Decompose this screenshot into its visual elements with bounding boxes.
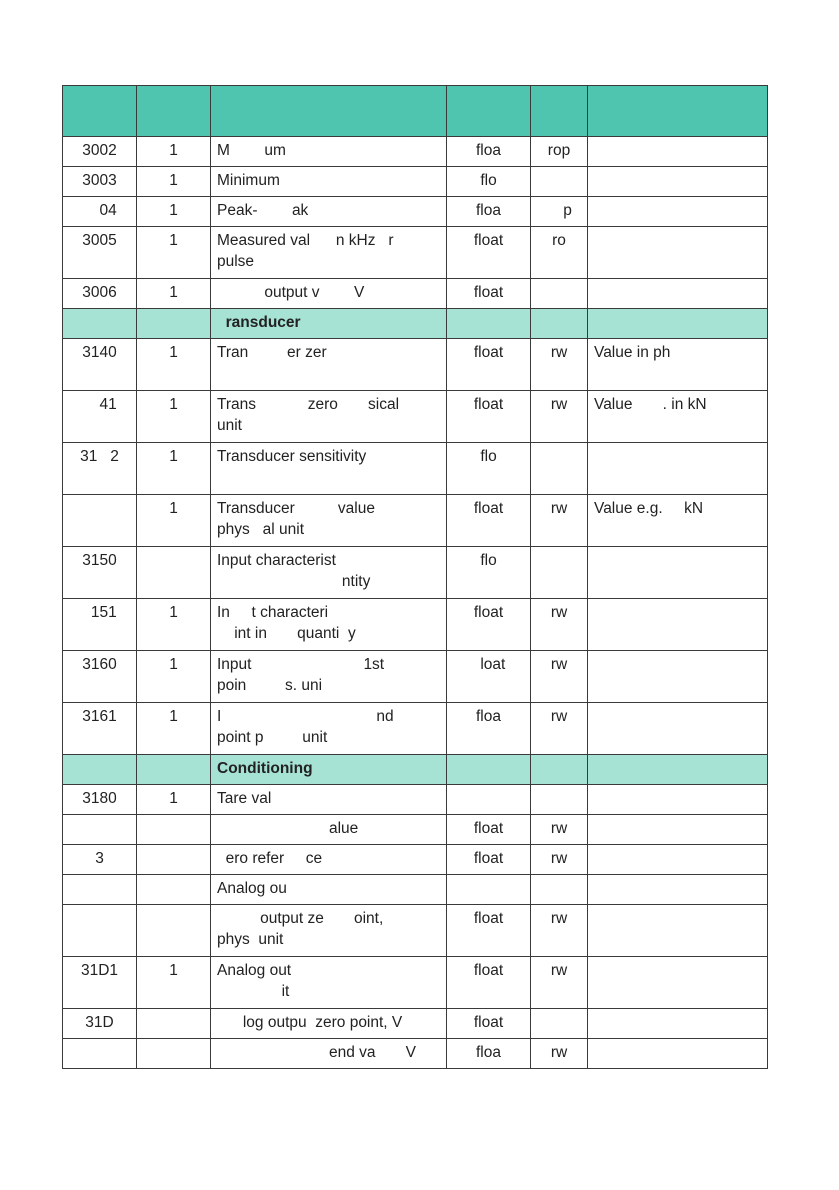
access-cell: rw <box>531 495 588 547</box>
subindex-cell: 1 <box>137 443 211 495</box>
index-cell: 31 2 <box>63 443 137 495</box>
subindex-cell <box>137 1039 211 1069</box>
name-cell: log outpu zero point, V <box>211 1009 447 1039</box>
type-cell: float <box>447 391 531 443</box>
table-row <box>63 339 768 391</box>
access-cell <box>531 547 588 599</box>
comment-cell: Value . in kN <box>588 391 768 443</box>
index-cell: 41 <box>63 391 137 443</box>
section-row <box>63 755 768 785</box>
comment-cell <box>588 279 768 309</box>
subindex-cell <box>137 875 211 905</box>
name-cell: Input characterist ntity <box>211 547 447 599</box>
comment-cell <box>588 137 768 167</box>
comment-cell <box>588 905 768 957</box>
header-cell-access <box>531 86 588 137</box>
name-cell: Input 1st poin s. uni <box>211 651 447 703</box>
access-cell: rop <box>531 137 588 167</box>
table-header-row <box>63 86 768 137</box>
index-cell: 3160 <box>63 651 137 703</box>
access-cell <box>531 755 588 785</box>
table-row <box>63 599 768 651</box>
name-cell: Analog ou <box>211 875 447 905</box>
index-cell: 31D <box>63 1009 137 1039</box>
type-cell: float <box>447 599 531 651</box>
subindex-cell: 1 <box>137 197 211 227</box>
comment-cell <box>588 309 768 339</box>
table-row <box>63 227 768 279</box>
index-cell: 3003 <box>63 167 137 197</box>
type-cell: flo <box>447 443 531 495</box>
type-cell: float <box>447 905 531 957</box>
table-row <box>63 785 768 815</box>
type-cell: float <box>447 495 531 547</box>
subindex-cell <box>137 815 211 845</box>
index-cell: 3006 <box>63 279 137 309</box>
index-cell <box>63 309 137 339</box>
access-cell: rw <box>531 339 588 391</box>
type-cell <box>447 875 531 905</box>
subindex-cell: 1 <box>137 651 211 703</box>
table-row <box>63 1039 768 1069</box>
table-row <box>63 905 768 957</box>
access-cell <box>531 443 588 495</box>
name-cell: Tran er zer <box>211 339 447 391</box>
comment-cell <box>588 845 768 875</box>
type-cell: floa <box>447 137 531 167</box>
access-cell: rw <box>531 1039 588 1069</box>
access-cell <box>531 1009 588 1039</box>
subindex-cell: 1 <box>137 785 211 815</box>
table-row <box>63 137 768 167</box>
index-cell: 31D1 <box>63 957 137 1009</box>
type-cell <box>447 785 531 815</box>
table-row <box>63 167 768 197</box>
subindex-cell: 1 <box>137 495 211 547</box>
comment-cell <box>588 651 768 703</box>
subindex-cell: 1 <box>137 703 211 755</box>
type-cell: float <box>447 339 531 391</box>
access-cell: rw <box>531 815 588 845</box>
table-row <box>63 845 768 875</box>
index-cell: 3002 <box>63 137 137 167</box>
comment-cell <box>588 1009 768 1039</box>
table-row <box>63 443 768 495</box>
index-cell <box>63 495 137 547</box>
access-cell <box>531 279 588 309</box>
comment-cell <box>588 599 768 651</box>
index-cell: 3150 <box>63 547 137 599</box>
name-cell: Analog out it <box>211 957 447 1009</box>
table-row <box>63 197 768 227</box>
type-cell: flo <box>447 167 531 197</box>
name-cell: In t characteri int in quanti y <box>211 599 447 651</box>
type-cell <box>447 755 531 785</box>
name-cell: ransducer <box>211 309 447 339</box>
comment-cell: Value e.g. kN <box>588 495 768 547</box>
access-cell: rw <box>531 957 588 1009</box>
access-cell: rw <box>531 905 588 957</box>
index-cell: 04 <box>63 197 137 227</box>
subindex-cell: 1 <box>137 599 211 651</box>
header-cell-type <box>447 86 531 137</box>
comment-cell <box>588 703 768 755</box>
subindex-cell: 1 <box>137 279 211 309</box>
index-cell <box>63 875 137 905</box>
section-row <box>63 309 768 339</box>
subindex-cell: 1 <box>137 167 211 197</box>
comment-cell <box>588 957 768 1009</box>
name-cell: Transducer sensitivity <box>211 443 447 495</box>
comment-cell <box>588 443 768 495</box>
table-row <box>63 703 768 755</box>
type-cell: float <box>447 227 531 279</box>
subindex-cell <box>137 547 211 599</box>
index-cell <box>63 905 137 957</box>
subindex-cell <box>137 905 211 957</box>
comment-cell <box>588 167 768 197</box>
table-row <box>63 815 768 845</box>
name-cell: I nd point p unit <box>211 703 447 755</box>
access-cell: ro <box>531 227 588 279</box>
name-cell: Tare val <box>211 785 447 815</box>
comment-cell: Value in ph <box>588 339 768 391</box>
type-cell: floa <box>447 703 531 755</box>
name-cell: Measured val n kHz r pulse <box>211 227 447 279</box>
name-cell: output v V <box>211 279 447 309</box>
name-cell: Trans zero sical unit <box>211 391 447 443</box>
type-cell: float <box>447 279 531 309</box>
index-cell <box>63 755 137 785</box>
table-row <box>63 279 768 309</box>
subindex-cell: 1 <box>137 957 211 1009</box>
comment-cell <box>588 227 768 279</box>
name-cell: Peak- ak <box>211 197 447 227</box>
name-cell: M um <box>211 137 447 167</box>
index-cell <box>63 815 137 845</box>
table-body <box>63 137 768 1069</box>
index-cell: 3 <box>63 845 137 875</box>
type-cell: float <box>447 1009 531 1039</box>
comment-cell <box>588 197 768 227</box>
subindex-cell: 1 <box>137 391 211 443</box>
subindex-cell: 1 <box>137 137 211 167</box>
comment-cell <box>588 875 768 905</box>
table-row <box>63 547 768 599</box>
header-cell-subindex <box>137 86 211 137</box>
table-row <box>63 957 768 1009</box>
type-cell: loat <box>447 651 531 703</box>
comment-cell <box>588 1039 768 1069</box>
name-cell: ero refer ce <box>211 845 447 875</box>
access-cell: rw <box>531 703 588 755</box>
parameter-table <box>62 85 768 1069</box>
type-cell: floa <box>447 197 531 227</box>
name-cell: Conditioning <box>211 755 447 785</box>
comment-cell <box>588 785 768 815</box>
access-cell <box>531 785 588 815</box>
access-cell: rw <box>531 651 588 703</box>
access-cell <box>531 309 588 339</box>
type-cell <box>447 309 531 339</box>
name-cell: output ze oint, phys unit <box>211 905 447 957</box>
table-row <box>63 651 768 703</box>
type-cell: flo <box>447 547 531 599</box>
access-cell: rw <box>531 845 588 875</box>
header-cell-index <box>63 86 137 137</box>
name-cell: Minimum <box>211 167 447 197</box>
subindex-cell <box>137 1009 211 1039</box>
index-cell <box>63 1039 137 1069</box>
header-cell-name <box>211 86 447 137</box>
type-cell: float <box>447 957 531 1009</box>
subindex-cell: 1 <box>137 339 211 391</box>
comment-cell <box>588 815 768 845</box>
header-cell-comment <box>588 86 768 137</box>
name-cell: end va V <box>211 1039 447 1069</box>
type-cell: floa <box>447 1039 531 1069</box>
subindex-cell: 1 <box>137 227 211 279</box>
subindex-cell <box>137 845 211 875</box>
comment-cell <box>588 547 768 599</box>
subindex-cell <box>137 309 211 339</box>
index-cell: 3005 <box>63 227 137 279</box>
table-row <box>63 1009 768 1039</box>
access-cell: p <box>531 197 588 227</box>
comment-cell <box>588 755 768 785</box>
access-cell: rw <box>531 599 588 651</box>
subindex-cell <box>137 755 211 785</box>
type-cell: float <box>447 845 531 875</box>
name-cell: alue <box>211 815 447 845</box>
table-row <box>63 495 768 547</box>
index-cell: 151 <box>63 599 137 651</box>
name-cell: Transducer value phys al unit <box>211 495 447 547</box>
table-row <box>63 391 768 443</box>
type-cell: float <box>447 815 531 845</box>
access-cell <box>531 167 588 197</box>
index-cell: 3180 <box>63 785 137 815</box>
table-row <box>63 875 768 905</box>
access-cell <box>531 875 588 905</box>
index-cell: 3140 <box>63 339 137 391</box>
index-cell: 3161 <box>63 703 137 755</box>
access-cell: rw <box>531 391 588 443</box>
